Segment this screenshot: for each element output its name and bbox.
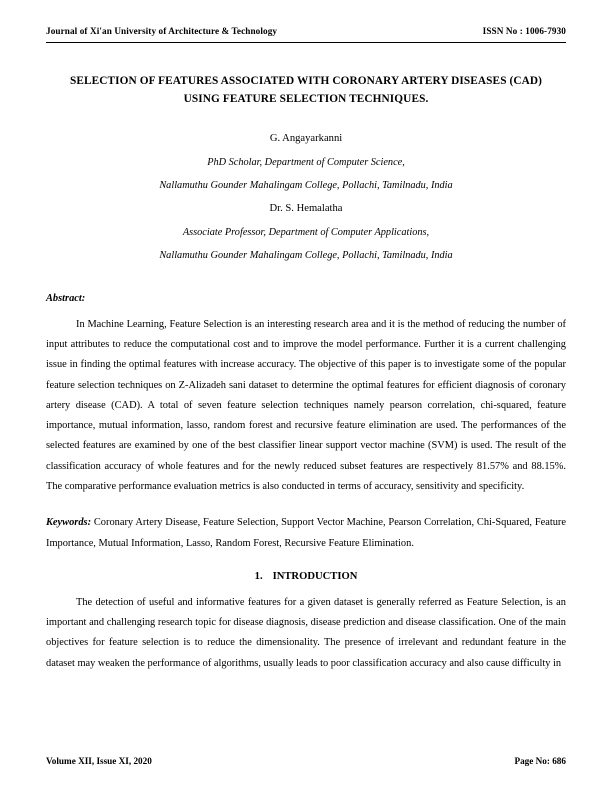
keywords-block [46,513,566,554]
page-title [46,73,566,108]
keywords-label: Keywords: [46,517,92,529]
section-paragraph: The detection of useful and informative features for a given dataset is generally referred as Feature Selection, is an important and challenging research topic for disease diagnosis, disease prediction and disease classification. One of the main objectives for feature selection is to reduce the dimensionality. The presence of irrelevant and redundant feature in the dataset may weaken the performance of algorithms, usually leads to poor classification accuracy and also cause difficulty in [46,596,566,669]
author-block [46,122,566,263]
header-divider [46,42,566,43]
volume-issue: Volume XII, Issue XI, 2020 [46,756,152,766]
section-number: 1. [254,570,263,582]
journal-name: Journal of Xi'an University of Architecture & Technology [46,26,278,36]
section-title: INTRODUCTION [272,570,358,582]
title-line-1: SELECTION OF FEATURES ASSOCIATED WITH CORONARY ARTERY DISEASES (CAD) [69,75,542,87]
page-footer [46,756,566,766]
abstract-label: Abstract: [46,292,86,304]
author-affiliation: Associate Professor, Department of Computer Applications, [182,227,430,239]
section-heading-introduction [46,571,566,582]
keywords-text: Coronary Artery Disease, Feature Selection, Support Vector Machine, Pearson Correlation, Chi-Squared, Feature Importance, Mutual Information, Lasso, Random Forest, Recursive Feature Elimination. [46,517,566,549]
author-name: Dr. S. Hemalatha [269,203,343,215]
author-affiliation: Nallamuthu Gounder Mahalingam College, Pollachi, Tamilnadu, India [159,250,453,262]
page-header [46,26,566,36]
author-affiliation: Nallamuthu Gounder Mahalingam College, Pollachi, Tamilnadu, India [159,180,453,192]
page-number: Page No: 686 [514,756,566,766]
abstract-text: In Machine Learning, Feature Selection is an interesting research area and it is the method of reducing the number of input attributes to reduce the computational cost and to improve the model performance. Further it is a current challenging issue in finding the optimal features with increase accuracy. The objective of this paper is to investigate some of the popular feature selection techniques on Z-Alizadeh sani dataset to determine the optimal features for efficient diagnosis of coronary artery disease (CAD). A total of seven feature selection techniques namely pearson correlation, chi-squared, feature importance, mutual information, lasso, random forest and recursive feature elimination are used. The performances of the selected features are examined by one of the best classifier linear support vector machine (SVM) is used. The result of the classification accuracy of whole features and for the newly reduced subset features are respectively 81.57% and 88.15%. The comparative performance evaluation metrics is also conducted in terms of accuracy, sensitivity and specificity. [46,318,566,493]
author-affiliation: PhD Scholar, Department of Computer Science, [207,156,405,168]
issn-number: ISSN No : 1006-7930 [482,26,566,36]
title-line-2: USING FEATURE SELECTION TECHNIQUES. [183,92,429,105]
author-name: G. Angayarkanni [269,133,343,144]
